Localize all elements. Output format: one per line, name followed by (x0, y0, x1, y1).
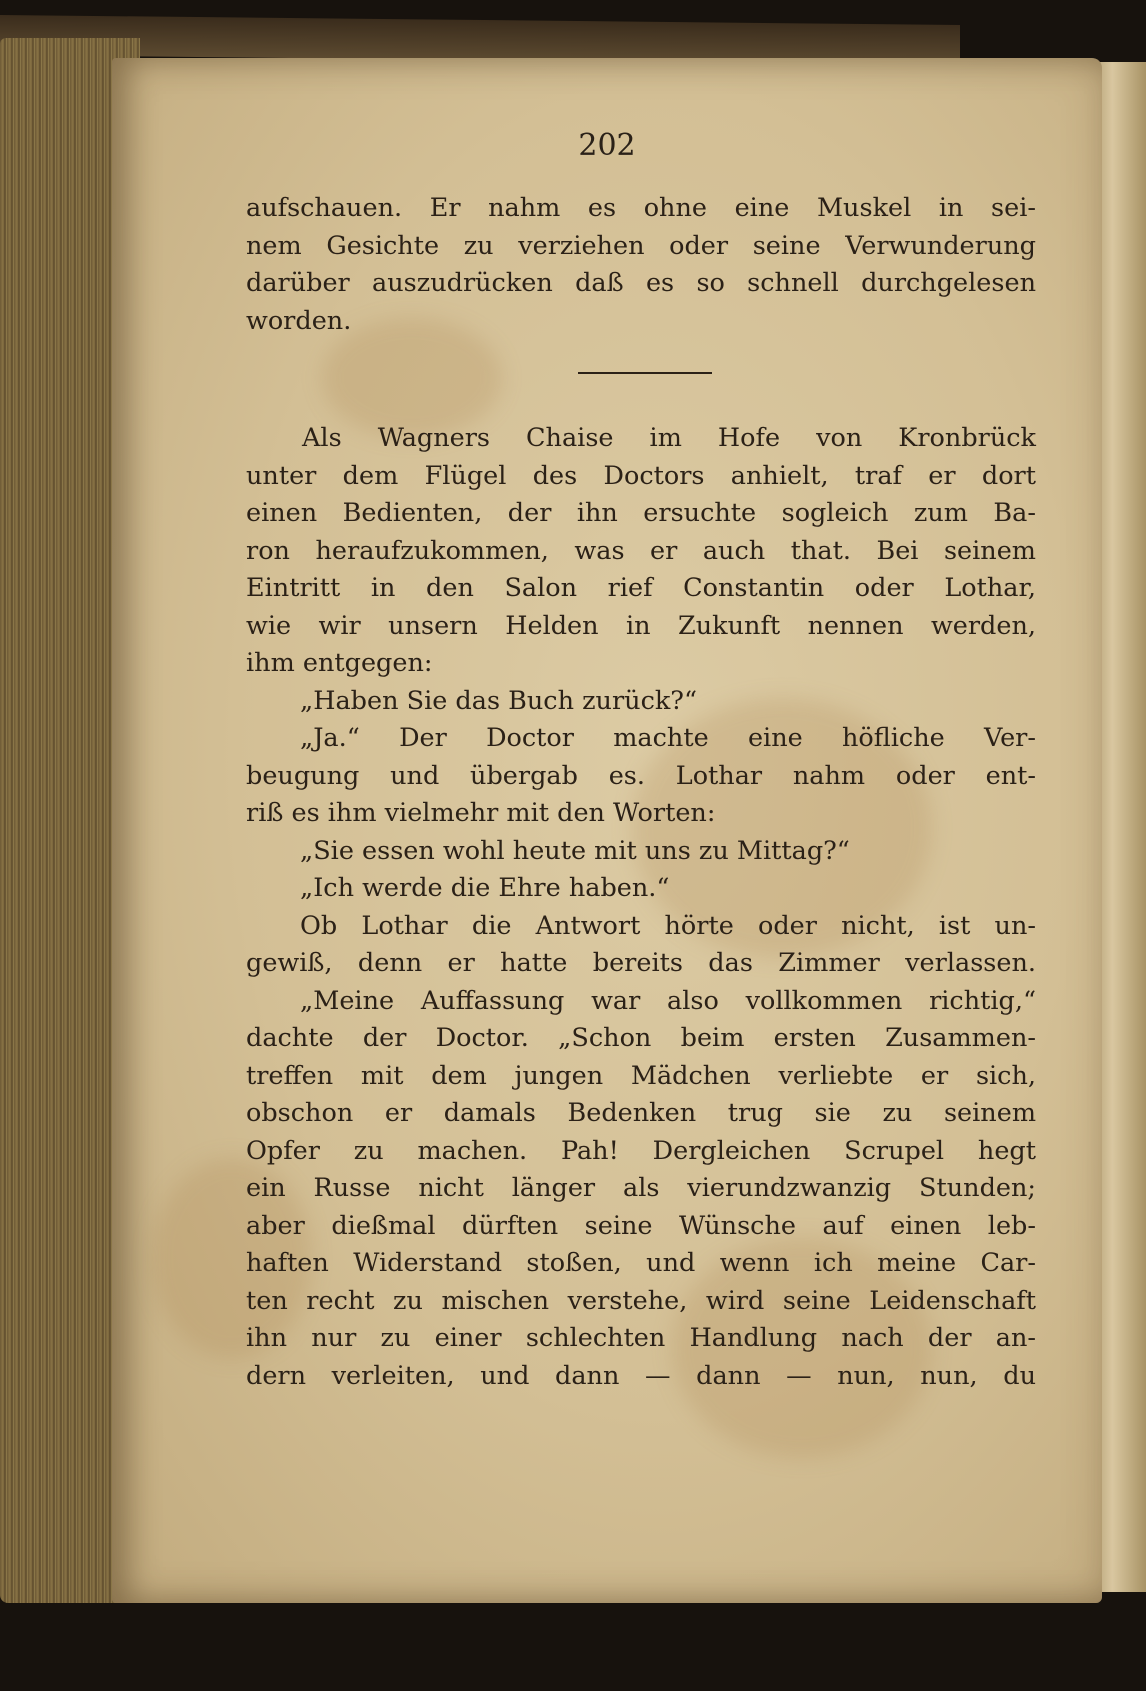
text-line: Opfer zu machen. Pah! Dergleichen Scrupel hegt (246, 1135, 1036, 1166)
text-line: Ob Lothar die Antwort hörte oder nicht, ist un- (300, 910, 1036, 941)
text-line: gewiß, denn er hatte bereits das Zimmer verlassen. (246, 948, 1036, 978)
text-line: Als Wagners Chaise im Hofe von Kronbrück (302, 423, 1036, 453)
text-line: aufschauen. Er nahm es ohne eine Muskel in sei- (246, 193, 1036, 223)
text-line: treffen mit dem jungen Mädchen verliebte er sich, (246, 1060, 1036, 1091)
text-line: darüber auszudrücken daß es so schnell durchgelesen (246, 268, 1036, 298)
paragraph-continued (246, 190, 1036, 340)
text-line: nem Gesichte zu verziehen oder seine Verwunderung (246, 230, 1036, 261)
text-line: ihm entgegen: (246, 648, 433, 678)
text-line: Eintritt in den Salon rief Constantin oder Lothar, (246, 573, 1036, 603)
text-line: „Sie essen wohl heute mit uns zu Mittag?“ (300, 835, 850, 866)
text-line: ein Russe nicht länger als vierundzwanzig Stunden; (246, 1173, 1036, 1203)
text-line: worden. (246, 305, 352, 336)
text-line: „Ja.“ Der Doctor machte eine höfliche Ver- (300, 723, 1036, 753)
text-line: dern verleiten, und dann — dann — nun, nun, du (246, 1360, 1036, 1391)
text-line: ten recht zu mischen verstehe, wird seine Leidenschaft (246, 1285, 1036, 1316)
text-line: obschon er damals Bedenken trug sie zu seinem (246, 1098, 1036, 1128)
text-line: „Haben Sie das Buch zurück?“ (300, 685, 698, 716)
text-line: dachte der Doctor. „Schon beim ersten Zusammen- (246, 1023, 1036, 1053)
text-line: aber dießmal dürften seine Wünsche auf einen leb- (246, 1210, 1036, 1241)
section-divider (578, 372, 712, 374)
text-line: unter dem Flügel des Doctors anhielt, traf er dort (246, 460, 1036, 491)
page-number: 202 (578, 128, 636, 163)
text-line: ron heraufzukommen, was er auch that. Bei seinem (246, 535, 1036, 566)
text-line: beugung und übergab es. Lothar nahm oder ent- (246, 760, 1036, 791)
text-line: „Ich werde die Ehre haben.“ (300, 873, 670, 903)
text-line: „Meine Auffassung war also vollkommen richtig,“ (300, 985, 1036, 1016)
text-line: haften Widerstand stoßen, und wenn ich meine Car- (246, 1248, 1036, 1278)
book-page (112, 58, 1102, 1603)
main-text (246, 420, 1036, 1395)
text-line: riß es ihm vielmehr mit den Worten: (246, 798, 716, 828)
text-line: einen Bedienten, der ihn ersuchte sogleich zum Ba- (246, 498, 1036, 528)
text-line: ihn nur zu einer schlechten Handlung nach der an- (246, 1323, 1036, 1353)
text-line: wie wir unsern Helden in Zukunft nennen werden, (246, 610, 1036, 641)
